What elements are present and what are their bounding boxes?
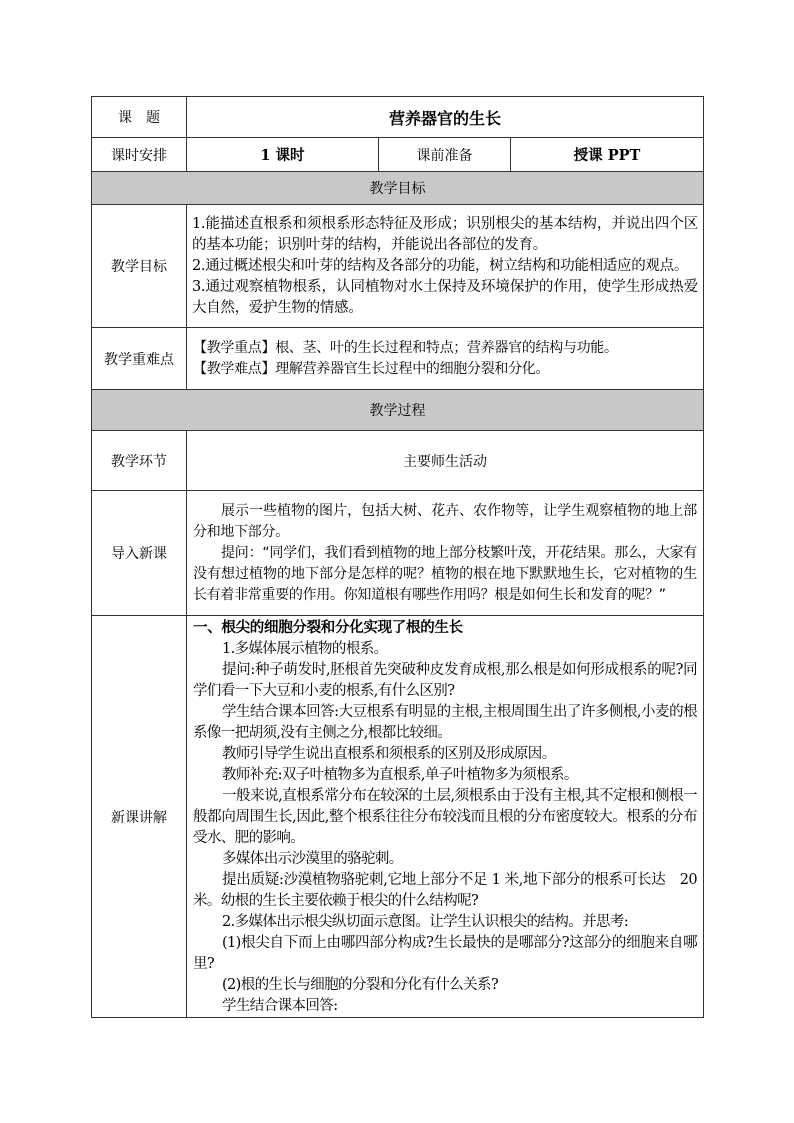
focus-text: 根、茎、叶的生长过程和特点；营养器官的结构与功能。 (275, 339, 618, 356)
objective-item: 1.能描述直根系和须根系形态特征及形成；识别根尖的基本结构，并说出四个区的基本功能；识别叶芽的结构，并能说出各部位的发育。 (192, 215, 698, 253)
lecture-paragraph: (2)根的生长与细胞的分裂和分化有什么关系? (222, 977, 499, 993)
intro-paragraph: 提问：“同学们，我们看到植物的地上部分枝繁叶茂，开花结果。那么，大家有没有想过植物的地下部分是怎样的呢？植物的根在地下默默地生长，它对植物的生长有着非常重要的作用。你知道根有哪些作用吗？根是如何生长和发育的呢？” (193, 544, 697, 603)
lecture-paragraph: 2.多媒体出示根尖纵切面示意图。让学生认识根尖的结构。并思考: (222, 914, 629, 930)
stage-label: 教学环节 (92, 431, 187, 491)
prep-label: 课前准备 (379, 138, 511, 172)
course-label: 课 题 (92, 97, 187, 138)
objectives-section-row (92, 172, 704, 205)
objectives-label: 教学目标 (92, 205, 187, 328)
lecture-paragraph: 提出质疑:沙漠植物骆驼刺,它地上部分不足 1 米,地下部分的根系可长达 20 米。幼根的生长主要依赖于根尖的什么结构呢? (193, 872, 697, 909)
lecture-paragraph: 提问:种子萌发时,胚根首先突破种皮发育成根,那么根是如何形成根系的呢?同学们看一下大豆和小麦的根系,有什么区别? (193, 662, 697, 699)
objective-item: 3.通过观察植物根系，认同植物对水土保持及环境保护的作用，使学生形成热爱大自然，爱护生物的情感。 (192, 278, 698, 316)
lecture-paragraph: (1)根尖自下而上由哪四部分构成?生长最快的是哪部分?这部分的细胞来自哪里? (193, 935, 697, 972)
prep-value: 授课 PPT (511, 138, 704, 172)
key-points-label: 教学重难点 (92, 328, 187, 390)
difficulty-tag: 【教学难点】 (193, 360, 276, 377)
difficulty-text: 理解营养器官生长过程中的细胞分裂和分化。 (275, 360, 550, 377)
intro-label: 导入新课 (92, 491, 187, 616)
focus-line (193, 338, 697, 359)
intro-paragraph: 展示一些植物的图片，包括大树、花卉、农作物等，让学生观察植物的地上部分和地下部分。 (193, 502, 697, 540)
intro-row (92, 491, 704, 616)
lecture-row (92, 616, 704, 1018)
lecture-paragraph: 教师引导学生说出直根系和须根系的区别及形成原因。 (222, 746, 556, 762)
lecture-paragraph: 多媒体出示沙漠里的骆驼刺。 (222, 851, 403, 867)
process-section-row (92, 390, 704, 431)
objectives-row (92, 205, 704, 328)
course-title: 营养器官的生长 (187, 97, 704, 138)
lecture-paragraph: 1.多媒体展示植物的根系。 (222, 641, 388, 657)
objectives-section-title: 教学目标 (92, 172, 704, 205)
course-row (92, 97, 704, 138)
hours-row (92, 138, 704, 172)
hours-label: 课时安排 (92, 138, 187, 172)
hours-value: 1 课时 (187, 138, 379, 172)
lecture-label: 新课讲解 (92, 616, 187, 1018)
activity-label: 主要师生活动 (187, 431, 704, 491)
process-header-row (92, 431, 704, 491)
objective-item: 2.通过概述根尖和叶芽的结构及各部分的功能，树立结构和功能相适应的观点。 (192, 257, 689, 274)
lecture-heading: 一、根尖的细胞分裂和分化实现了根的生长 (193, 620, 463, 636)
lesson-plan-table (91, 96, 704, 1018)
lecture-paragraph: 教师补充:双子叶植物多为直根系,单子叶植物多为须根系。 (222, 767, 578, 783)
key-points-row (92, 328, 704, 390)
difficulty-line (193, 359, 697, 380)
process-section-title: 教学过程 (92, 390, 704, 431)
focus-tag: 【教学重点】 (193, 339, 276, 356)
lecture-paragraph: 一般来说,直根系常分布在较深的土层,须根系由于没有主根,其不定根和侧根一般都向周围生长,因此,整个根系往往分布较浅而且根的分布密度较大。根系的分布受水、肥的影响。 (193, 788, 697, 846)
lecture-paragraph: 学生结合课本回答: (222, 998, 338, 1014)
lecture-paragraph: 学生结合课本回答:大豆根系有明显的主根,主根周围生出了许多侧根,小麦的根系像一把胡须,没有主侧之分,根都比较细。 (193, 704, 697, 741)
